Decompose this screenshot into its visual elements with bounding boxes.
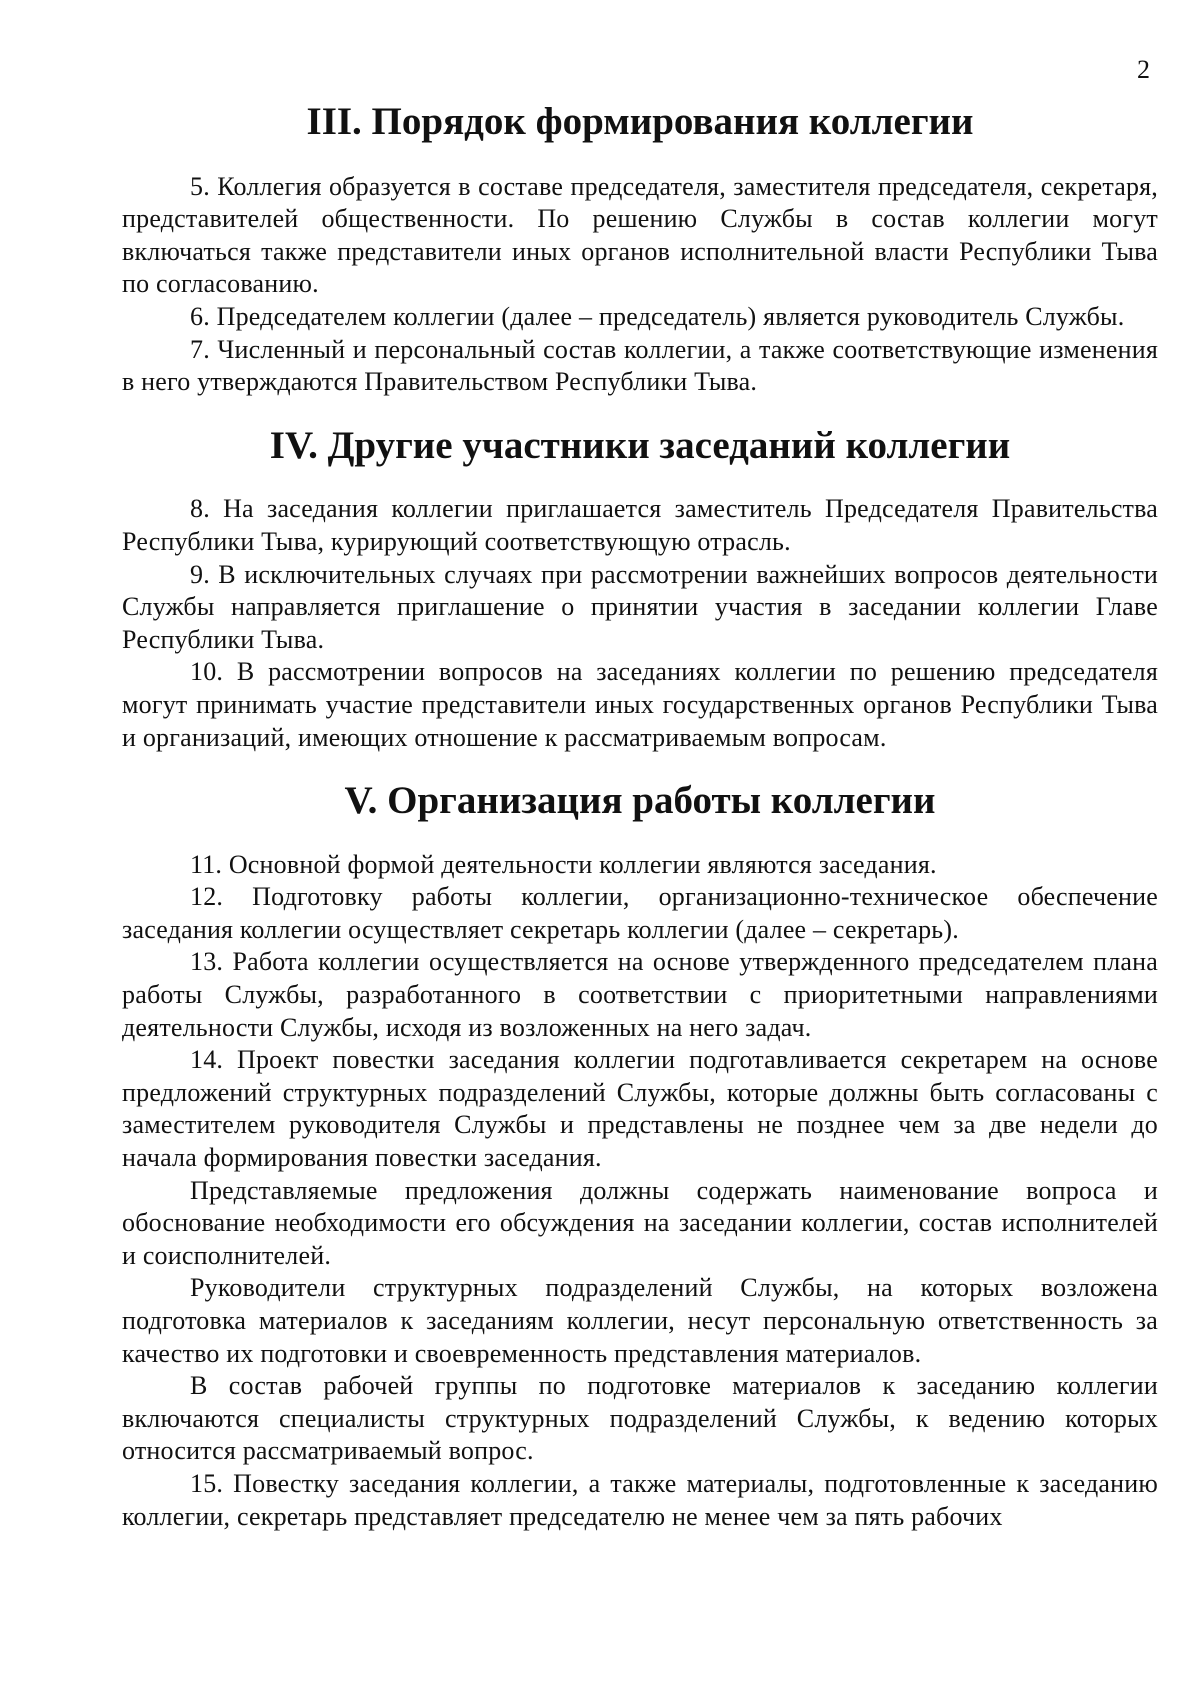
paragraph-14-responsibility: Руководители структурных подразделений Службы, на которых возложена подготовка материалов к заседаниям коллегии, несут персональную ответственность за качество их подготовки и своевременность представления материалов.	[122, 1273, 1158, 1368]
paragraph-10: 10. В рассмотрении вопросов на заседаниях коллегии по решению председателя могут принимать участие представители иных государственных органов Республики Тыва и организаций, имеющих отношение к рассматриваемым вопросам.	[122, 657, 1158, 752]
paragraph-8: 8. На заседания коллегии приглашается заместитель Председателя Правительства Республики Тыва, курирующий соответствующую отрасль.	[122, 494, 1158, 556]
paragraph-11: 11. Основной формой деятельности коллегии являются заседания.	[190, 849, 937, 879]
paragraph-14-proposals: Представляемые предложения должны содержать наименование вопроса и обоснование необходимости его обсуждения на заседании коллегии, состав исполнителей и соисполнителей.	[122, 1175, 1158, 1270]
section-v	[122, 779, 1158, 1533]
paragraph-15: 15. Повестку заседания коллегии, а также материалы, подготовленные к заседанию коллегии, секретарь представляет председателю не менее чем за пять рабочих	[122, 1468, 1158, 1531]
paragraph-12: 12. Подготовку работы коллегии, организационно-техническое обеспечение заседания коллегии осуществляет секретарь коллегии (далее – секретарь).	[122, 882, 1158, 944]
section-iv	[122, 423, 1158, 754]
paragraph-5: 5. Коллегия образуется в составе председателя, заместителя председателя, секретаря, представителей общественности. По решению Службы в состав коллегии могут включаться также представители иных органов исполнительной власти Республики Тыва по согласованию.	[122, 171, 1158, 299]
paragraph-7: 7. Численный и персональный состав коллегии, а также соответствующие изменения в него утверждаются Правительством Республики Тыва.	[122, 334, 1158, 397]
paragraph-14-working-group: В состав рабочей группы по подготовке материалов к заседанию коллегии включаются специалисты структурных подразделений Службы, к ведению которых относится рассматриваемый вопрос.	[122, 1371, 1158, 1466]
page-number: 2	[1137, 55, 1150, 84]
paragraph-14: 14. Проект повестки заседания коллегии подготавливается секретарем на основе предложений структурных подразделений Службы, которые должны быть согласованы с заместителем руководителя Службы и представлены не позднее чем за две недели до начала формирования повестки заседания.	[122, 1045, 1158, 1173]
section-heading: IV. Другие участники заседаний коллегии	[269, 423, 1011, 467]
section-iii	[122, 100, 1158, 399]
section-heading: III. Порядок формирования коллегии	[306, 100, 974, 143]
paragraph-9: 9. В исключительных случаях при рассмотрении важнейших вопросов деятельности Службы направляется приглашение о принятии участия в заседании коллегии Главе Республики Тыва.	[122, 559, 1158, 654]
document-body	[122, 100, 1158, 1533]
paragraph-6: 6. Председателем коллегии (далее – председатель) является руководитель Службы.	[190, 301, 1125, 331]
paragraph-13: 13. Работа коллегии осуществляется на основе утвержденного председателем плана работы Службы, разработанного в соответствии с приоритетными направлениями деятельности Службы, исходя из возложенных на него задач.	[122, 947, 1158, 1042]
section-heading: V. Организация работы коллегии	[344, 779, 936, 823]
